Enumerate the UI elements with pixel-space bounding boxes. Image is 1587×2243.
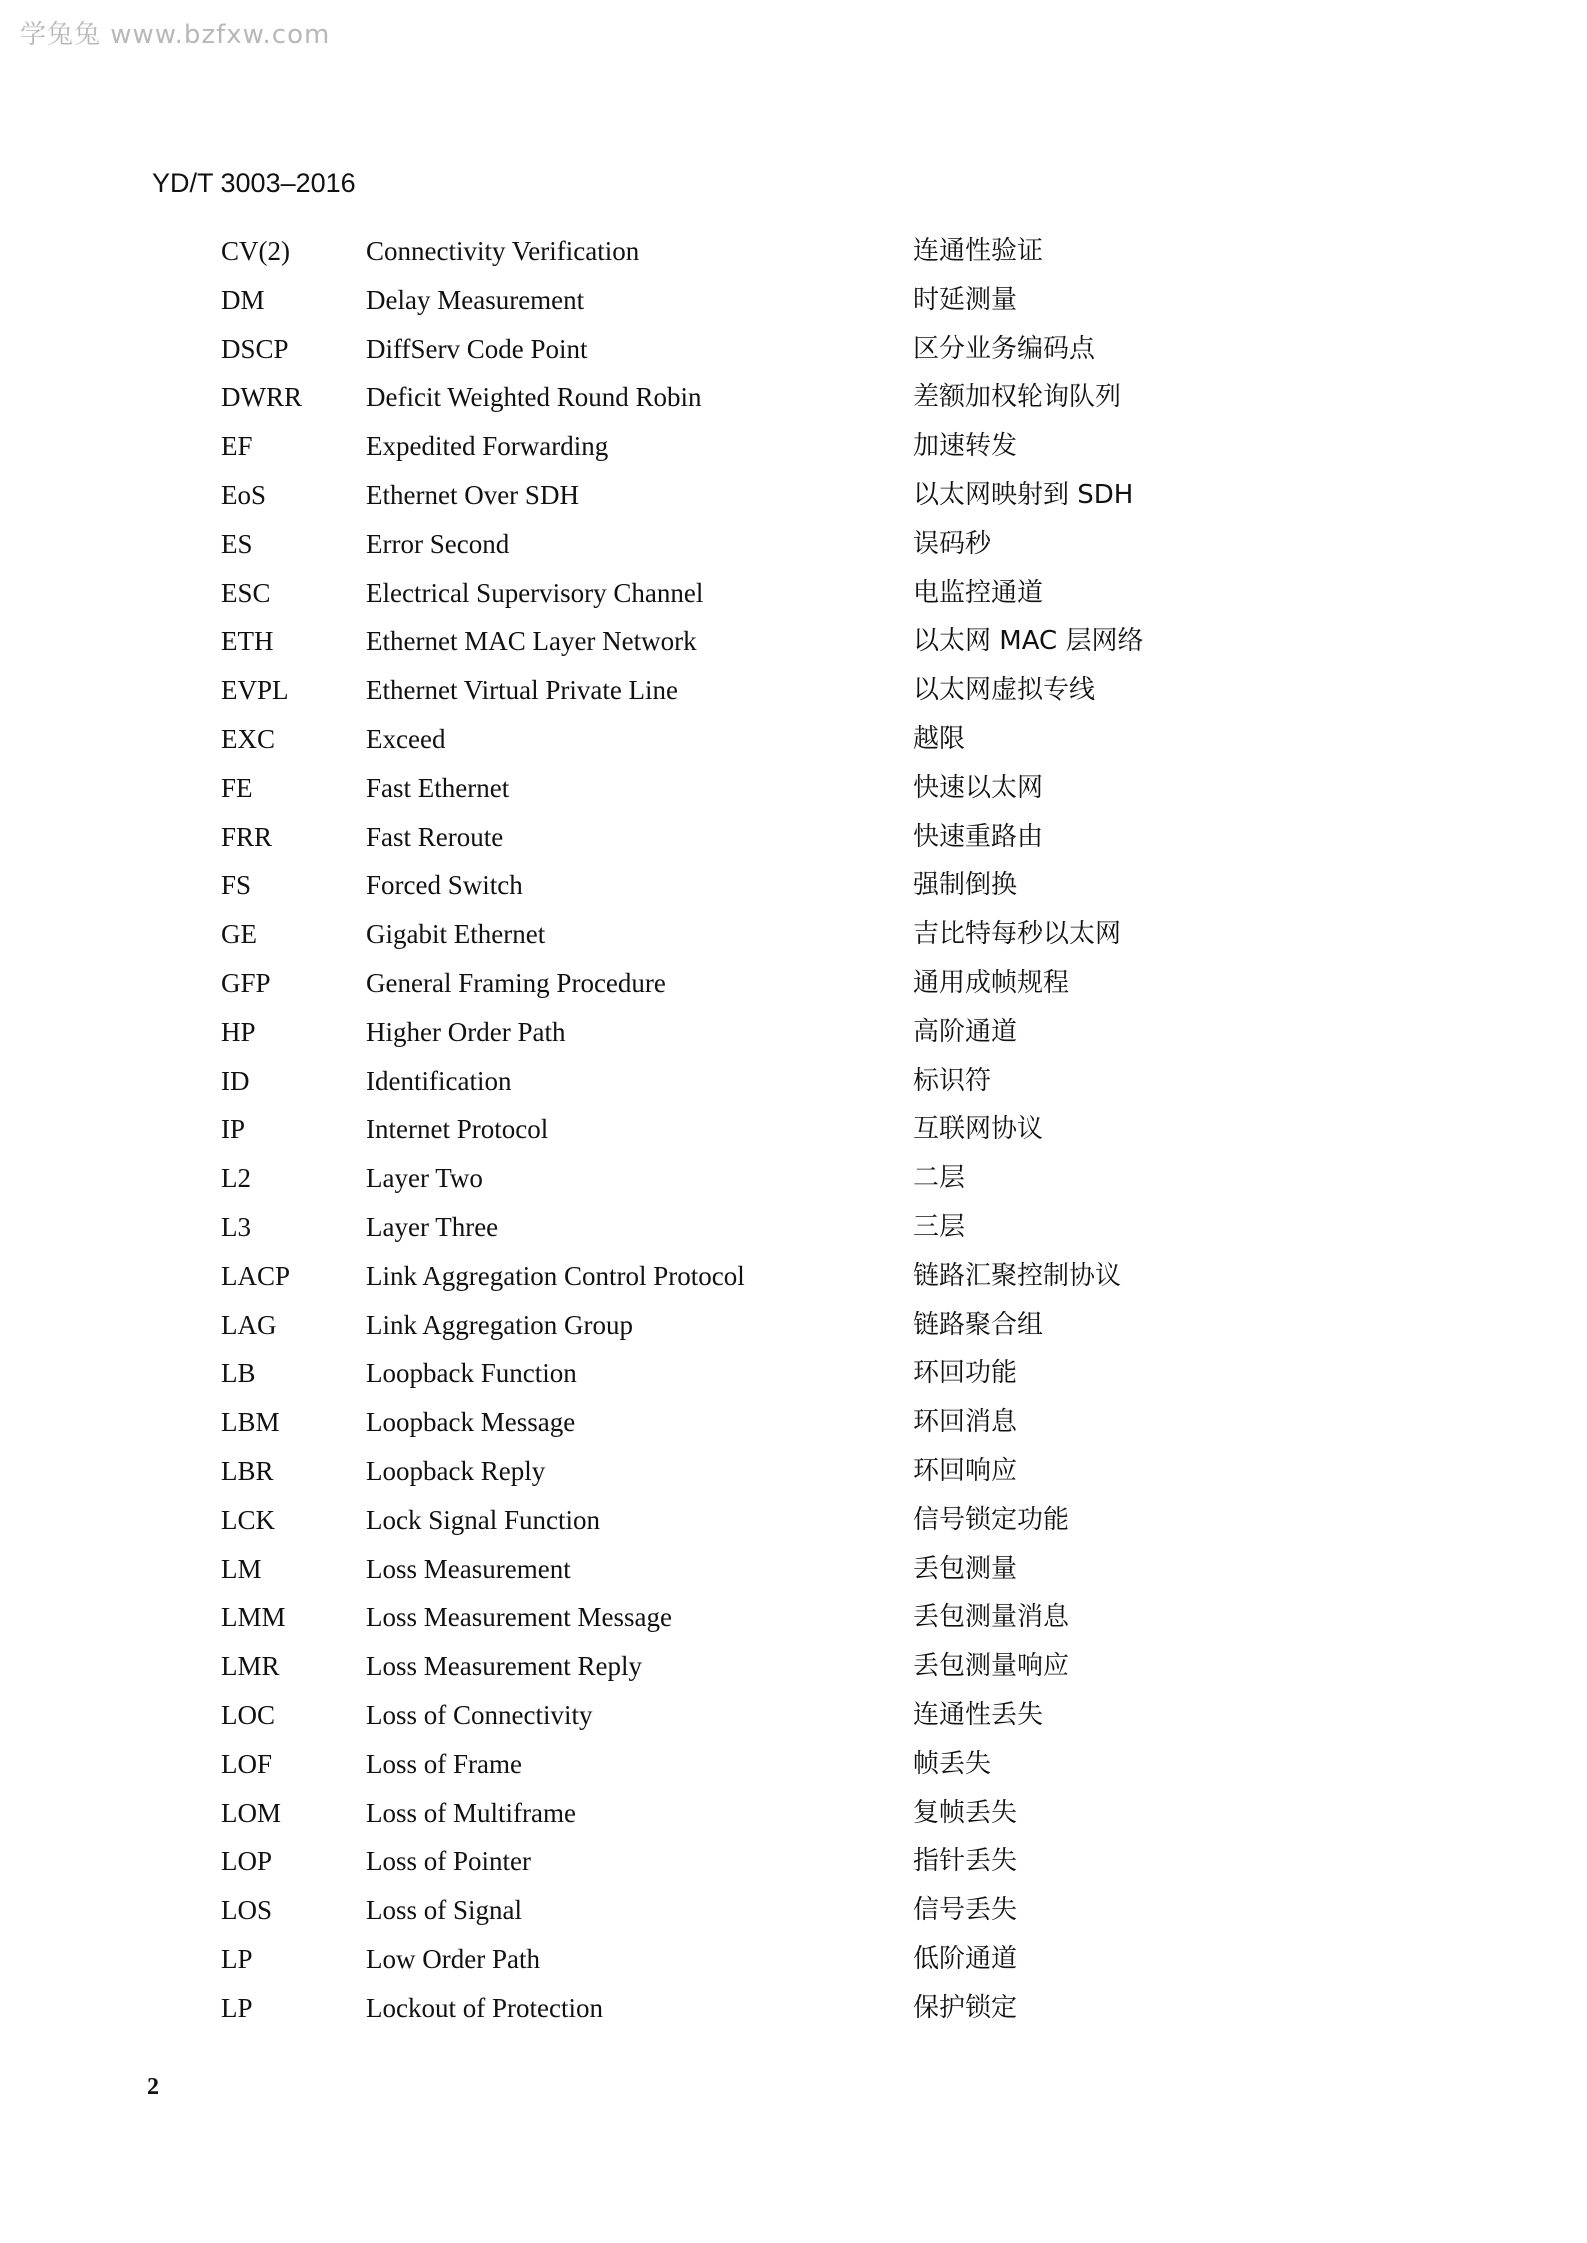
english-term: Internet Protocol xyxy=(366,1114,549,1145)
chinese-term: 帧丢失 xyxy=(913,1748,992,1779)
abbreviation: HP xyxy=(221,1016,256,1047)
abbreviation-row xyxy=(0,1798,1587,1847)
chinese-term: 丢包测量消息 xyxy=(913,1602,1070,1633)
abbreviation: EVPL xyxy=(221,675,289,706)
watermark: 学兔兔 www.bzfxw.com xyxy=(20,20,331,50)
abbreviation-row xyxy=(0,724,1587,773)
abbreviation-row xyxy=(0,529,1587,578)
english-term: Connectivity Verification xyxy=(366,236,640,266)
abbreviation-row xyxy=(0,1651,1587,1700)
abbreviation: LOC xyxy=(221,1699,275,1730)
chinese-term: 标识符 xyxy=(913,1065,992,1096)
english-term: Loopback Message xyxy=(366,1407,576,1438)
chinese-term: 环回响应 xyxy=(913,1455,1018,1486)
abbreviation: EoS xyxy=(221,479,267,510)
english-term: Loss Measurement Reply xyxy=(366,1651,642,1682)
english-term: Identification xyxy=(366,1065,512,1096)
abbreviation-row xyxy=(0,382,1587,431)
abbreviation: LM xyxy=(221,1553,262,1584)
english-term: Forced Switch xyxy=(366,870,523,901)
abbreviation: GFP xyxy=(221,967,271,998)
abbreviation: ESC xyxy=(221,577,271,608)
abbreviation: LCK xyxy=(221,1504,275,1535)
abbreviation-row xyxy=(0,968,1587,1017)
abbreviation-row xyxy=(0,1114,1587,1163)
abbreviation: ES xyxy=(221,528,253,559)
english-term: Loss of Connectivity xyxy=(366,1699,593,1730)
abbreviation-list xyxy=(0,236,1587,2041)
abbreviation-row xyxy=(0,1602,1587,1651)
chinese-term: 三层 xyxy=(913,1211,966,1242)
english-term: Lockout of Protection xyxy=(366,1992,603,2023)
english-term: Loss Measurement Message xyxy=(366,1602,672,1633)
chinese-term: 快速重路由 xyxy=(913,821,1044,852)
english-term: General Framing Procedure xyxy=(366,967,666,998)
abbreviation: LOF xyxy=(221,1748,273,1779)
abbreviation-row xyxy=(0,870,1587,919)
abbreviation: LOS xyxy=(221,1895,273,1926)
chinese-term: 连通性丢失 xyxy=(913,1699,1044,1730)
abbreviation-row xyxy=(0,1895,1587,1944)
english-term: Layer Three xyxy=(366,1211,499,1242)
english-term: Delay Measurement xyxy=(366,284,585,315)
english-term: Loopback Reply xyxy=(366,1455,546,1486)
english-term: Loss of Multiframe xyxy=(366,1797,576,1828)
abbreviation-row xyxy=(0,578,1587,627)
abbreviation-row xyxy=(0,822,1587,871)
abbreviation: LACP xyxy=(221,1260,291,1291)
english-term: Error Second xyxy=(366,528,510,559)
abbreviation-row xyxy=(0,1358,1587,1407)
abbreviation-row xyxy=(0,1505,1587,1554)
abbreviation: LMR xyxy=(221,1651,280,1682)
chinese-term: 区分业务编码点 xyxy=(913,333,1096,364)
abbreviation-row xyxy=(0,919,1587,968)
abbreviation: LAG xyxy=(221,1309,277,1340)
english-term: Loss Measurement xyxy=(366,1553,571,1584)
chinese-term: 复帧丢失 xyxy=(913,1797,1018,1828)
abbreviation-row xyxy=(0,1407,1587,1456)
abbreviation: LMM xyxy=(221,1602,286,1633)
chinese-term: 丢包测量响应 xyxy=(913,1651,1070,1682)
english-term: Layer Two xyxy=(366,1163,483,1194)
abbreviation: L2 xyxy=(221,1163,251,1194)
chinese-term: 信号锁定功能 xyxy=(913,1504,1070,1535)
chinese-term: 以太网虚拟专线 xyxy=(913,675,1096,706)
abbreviation: LOM xyxy=(221,1797,281,1828)
english-term: Loss of Signal xyxy=(366,1895,523,1926)
chinese-term: 加速转发 xyxy=(913,431,1018,462)
abbreviation-row xyxy=(0,1944,1587,1993)
english-term: Fast Reroute xyxy=(366,821,504,852)
english-term: Ethernet Virtual Private Line xyxy=(366,675,679,706)
abbreviation-row xyxy=(0,431,1587,480)
abbreviation-row xyxy=(0,1212,1587,1261)
english-term: Loss of Frame xyxy=(366,1748,522,1779)
english-term: Lock Signal Function xyxy=(366,1504,600,1535)
abbreviation: CV(2) xyxy=(221,236,290,266)
abbreviation: EXC xyxy=(221,723,275,754)
abbreviation-row xyxy=(0,1993,1587,2042)
page-number: 2 xyxy=(147,2074,159,2100)
abbreviation-row xyxy=(0,480,1587,529)
chinese-term: 通用成帧规程 xyxy=(913,967,1070,998)
chinese-term: 链路汇聚控制协议 xyxy=(913,1260,1122,1291)
english-term: Expedited Forwarding xyxy=(366,431,609,462)
chinese-term: 信号丢失 xyxy=(913,1895,1018,1926)
english-term: Ethernet MAC Layer Network xyxy=(366,626,697,657)
abbreviation-row xyxy=(0,1554,1587,1603)
chinese-term: 环回消息 xyxy=(913,1407,1018,1438)
chinese-term: 以太网 MAC 层网络 xyxy=(913,626,1144,657)
abbreviation-row xyxy=(0,236,1587,285)
chinese-term: 指针丢失 xyxy=(913,1846,1018,1877)
english-term: Link Aggregation Group xyxy=(366,1309,633,1340)
abbreviation: ETH xyxy=(221,626,274,657)
abbreviation: FS xyxy=(221,870,252,901)
abbreviation: FRR xyxy=(221,821,273,852)
abbreviation-row xyxy=(0,1749,1587,1798)
abbreviation: DM xyxy=(221,284,265,315)
abbreviation: IP xyxy=(221,1114,246,1145)
chinese-term: 吉比特每秒以太网 xyxy=(913,919,1122,950)
abbreviation: LOP xyxy=(221,1846,273,1877)
abbreviation-row xyxy=(0,334,1587,383)
english-term: Fast Ethernet xyxy=(366,772,510,803)
chinese-term: 时延测量 xyxy=(913,284,1018,315)
abbreviation: DSCP xyxy=(221,333,289,364)
abbreviation: LB xyxy=(221,1358,256,1389)
chinese-term: 二层 xyxy=(913,1163,966,1194)
chinese-term: 误码秒 xyxy=(913,528,992,559)
chinese-term: 强制倒换 xyxy=(913,870,1018,901)
english-term: Loopback Function xyxy=(366,1358,577,1389)
chinese-term: 快速以太网 xyxy=(913,772,1044,803)
chinese-term: 高阶通道 xyxy=(913,1016,1018,1047)
abbreviation-row xyxy=(0,1017,1587,1066)
abbreviation-row xyxy=(0,1261,1587,1310)
chinese-term: 电监控通道 xyxy=(913,577,1044,608)
english-term: Link Aggregation Control Protocol xyxy=(366,1260,745,1291)
abbreviation: LBR xyxy=(221,1455,274,1486)
abbreviation-row xyxy=(0,1163,1587,1212)
chinese-term: 越限 xyxy=(913,723,966,754)
abbreviation: LP xyxy=(221,1943,253,1974)
chinese-term: 以太网映射到 SDH xyxy=(913,479,1134,510)
english-term: DiffServ Code Point xyxy=(366,333,588,364)
abbreviation: LBM xyxy=(221,1407,280,1438)
english-term: Higher Order Path xyxy=(366,1016,566,1047)
abbreviation-row xyxy=(0,675,1587,724)
abbreviation: DWRR xyxy=(221,382,302,413)
abbreviation-row xyxy=(0,1700,1587,1749)
abbreviation-row xyxy=(0,1310,1587,1359)
abbreviation: EF xyxy=(221,431,253,462)
english-term: Low Order Path xyxy=(366,1943,540,1974)
chinese-term: 差额加权轮询队列 xyxy=(913,382,1122,413)
standard-number-header: YD/T 3003–2016 xyxy=(152,168,356,198)
chinese-term: 丢包测量 xyxy=(913,1553,1018,1584)
abbreviation-row xyxy=(0,773,1587,822)
abbreviation: GE xyxy=(221,919,257,950)
chinese-term: 互联网协议 xyxy=(913,1114,1044,1145)
chinese-term: 链路聚合组 xyxy=(913,1309,1044,1340)
abbreviation-row xyxy=(0,285,1587,334)
chinese-term: 低阶通道 xyxy=(913,1943,1018,1974)
english-term: Gigabit Ethernet xyxy=(366,919,546,950)
abbreviation: L3 xyxy=(221,1211,251,1242)
english-term: Ethernet Over SDH xyxy=(366,479,579,510)
english-term: Loss of Pointer xyxy=(366,1846,531,1877)
chinese-term: 连通性验证 xyxy=(913,236,1044,266)
english-term: Deficit Weighted Round Robin xyxy=(366,382,702,413)
abbreviation: FE xyxy=(221,772,253,803)
abbreviation-row xyxy=(0,1846,1587,1895)
chinese-term: 环回功能 xyxy=(913,1358,1018,1389)
abbreviation-row xyxy=(0,1066,1587,1115)
english-term: Exceed xyxy=(366,723,446,754)
abbreviation-row xyxy=(0,626,1587,675)
abbreviation: LP xyxy=(221,1992,253,2023)
chinese-term: 保护锁定 xyxy=(913,1992,1018,2023)
abbreviation: ID xyxy=(221,1065,250,1096)
english-term: Electrical Supervisory Channel xyxy=(366,577,704,608)
abbreviation-row xyxy=(0,1456,1587,1505)
